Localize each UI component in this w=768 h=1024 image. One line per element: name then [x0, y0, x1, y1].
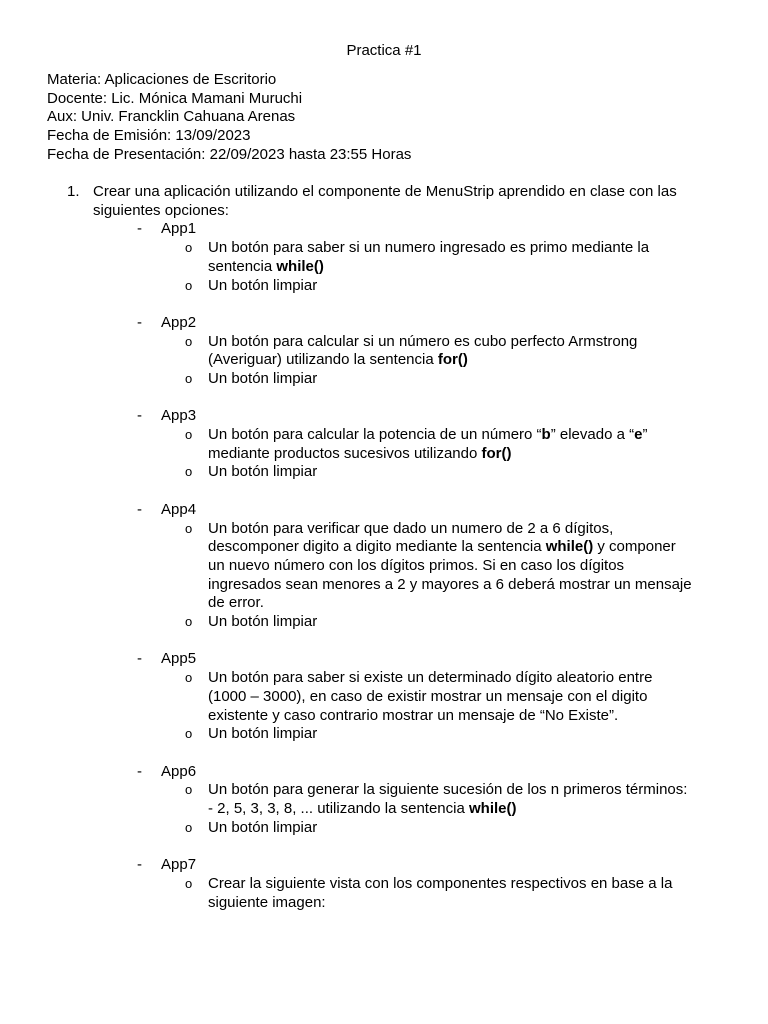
app-heading — [0, 650, 768, 669]
requirement-text: Un botón para saber si existe un determinado dígito aleatorio entre (1000 – 3000), en caso de existir mostrar un mensaje con el digito existente y caso contrario mostrar un mensaje de “No Existe”. — [208, 669, 653, 724]
requirement-text: Un botón limpiar — [208, 369, 318, 387]
app-heading — [0, 856, 768, 875]
bullet-marker: o — [185, 333, 193, 349]
requirement-item — [0, 781, 692, 818]
app-heading — [0, 763, 768, 782]
requirement-text: ” elevado a “ — [550, 426, 635, 444]
app-section-app6 — [0, 763, 768, 838]
bullet-marker: o — [185, 370, 193, 386]
fecha-emision-line: Fecha de Emisión: 13/09/2023 — [47, 127, 251, 145]
dash-marker: - — [137, 856, 142, 874]
requirement-text: Un botón para saber si un numero ingresado es primo mediante la sentencia — [208, 239, 650, 275]
requirement-item — [0, 277, 692, 296]
bullet-marker: o — [185, 782, 193, 798]
app-heading — [0, 314, 768, 333]
app-section-app1 — [0, 220, 768, 295]
code-keyword: b — [541, 426, 551, 444]
requirement-item — [0, 463, 692, 482]
code-keyword: while() — [545, 538, 594, 556]
app-name: App5 — [161, 650, 197, 668]
requirement-text: Un botón limpiar — [208, 276, 318, 294]
bullet-marker: o — [185, 726, 193, 742]
requirement-item — [0, 819, 692, 838]
bullet-marker: o — [185, 819, 193, 835]
docente-line: Docente: Lic. Mónica Mamani Muruchi — [47, 89, 303, 107]
app-name: App1 — [161, 220, 197, 238]
document-header — [47, 71, 411, 165]
app-heading — [0, 220, 768, 239]
materia-line: Materia: Aplicaciones de Escritorio — [47, 71, 277, 88]
requirement-item — [0, 875, 692, 912]
code-keyword: for() — [481, 444, 512, 462]
requirement-text: Un botón limpiar — [208, 725, 318, 743]
question-number: 1. — [67, 183, 80, 200]
question-text: Crear una aplicación utilizando el componente de MenuStrip aprendido en clase con las siguientes opciones: — [93, 183, 677, 219]
requirement-text: Un botón para verificar que dado un numero de 2 a 6 dígitos, descomponer digito a digito mediante la sentencia — [208, 519, 614, 556]
code-keyword: while() — [468, 800, 517, 818]
app-section-app5 — [0, 650, 768, 744]
app-section-app7 — [0, 856, 768, 912]
dash-marker: - — [137, 762, 142, 780]
dash-marker: - — [137, 220, 142, 238]
app-section-app4 — [0, 501, 768, 632]
app-name: App4 — [161, 500, 197, 518]
requirement-text: Un botón limpiar — [208, 818, 318, 836]
dash-marker: - — [137, 650, 142, 668]
page-title: Practica #1 — [346, 42, 422, 59]
requirement-text: Crear la siguiente vista con los componentes respectivos en base a la siguiente imagen: — [208, 874, 673, 911]
app-section-app3 — [0, 407, 768, 482]
aux-line: Aux: Univ. Francklin Cahuana Arenas — [47, 108, 296, 126]
bullet-marker: o — [185, 670, 193, 686]
requirement-item — [0, 520, 692, 614]
code-keyword: e — [634, 426, 643, 444]
bullet-marker: o — [185, 464, 193, 480]
bullet-marker: o — [185, 427, 193, 443]
requirement-text: y componer un nuevo número con los dígitos primos. Si en caso los dígitos ingresados sean menores a 2 y mayores a 6 deberá mostrar un mensaje de error. — [208, 538, 692, 612]
bullet-marker: o — [185, 875, 193, 891]
app-name: App3 — [161, 407, 197, 425]
question-1 — [0, 183, 768, 931]
requirement-text: Un botón para calcular si un número es cubo perfecto Armstrong (Averiguar) utilizando la sentencia — [208, 332, 638, 369]
requirement-item — [0, 613, 692, 632]
question-statement — [0, 183, 703, 220]
app-heading — [0, 407, 768, 426]
requirement-item — [0, 725, 692, 744]
requirement-text: Un botón para calcular la potencia de un número “ — [208, 426, 542, 444]
bullet-marker: o — [185, 240, 193, 256]
bullet-marker: o — [185, 520, 193, 536]
requirement-text: ” mediante productos sucesivos utilizando — [208, 426, 648, 462]
code-keyword: for() — [437, 351, 468, 369]
dash-marker: - — [137, 313, 142, 331]
requirement-item — [0, 239, 692, 276]
bullet-marker: o — [185, 614, 193, 630]
app-name: App7 — [161, 856, 197, 874]
app-name: App2 — [161, 313, 197, 331]
app-name: App6 — [161, 762, 197, 780]
requirement-text: Un botón limpiar — [208, 613, 318, 631]
dash-marker: - — [137, 407, 142, 425]
fecha-presentacion-line: Fecha de Presentación: 22/09/2023 hasta 23:55 Horas — [47, 145, 412, 163]
requirement-item — [0, 669, 692, 725]
app-heading — [0, 501, 768, 520]
bullet-marker: o — [185, 277, 193, 293]
requirement-text: Un botón para generar la siguiente sucesión de los n primeros términos: - 2, 5, 3, 3, 8, ... utilizando la sentencia — [208, 781, 688, 818]
requirement-item — [0, 370, 692, 389]
requirement-text: Un botón limpiar — [208, 463, 318, 481]
apps-list — [0, 220, 768, 912]
requirement-item — [0, 333, 692, 370]
app-section-app2 — [0, 314, 768, 389]
code-keyword: while() — [276, 257, 324, 275]
requirement-item — [0, 426, 692, 463]
dash-marker: - — [137, 500, 142, 518]
